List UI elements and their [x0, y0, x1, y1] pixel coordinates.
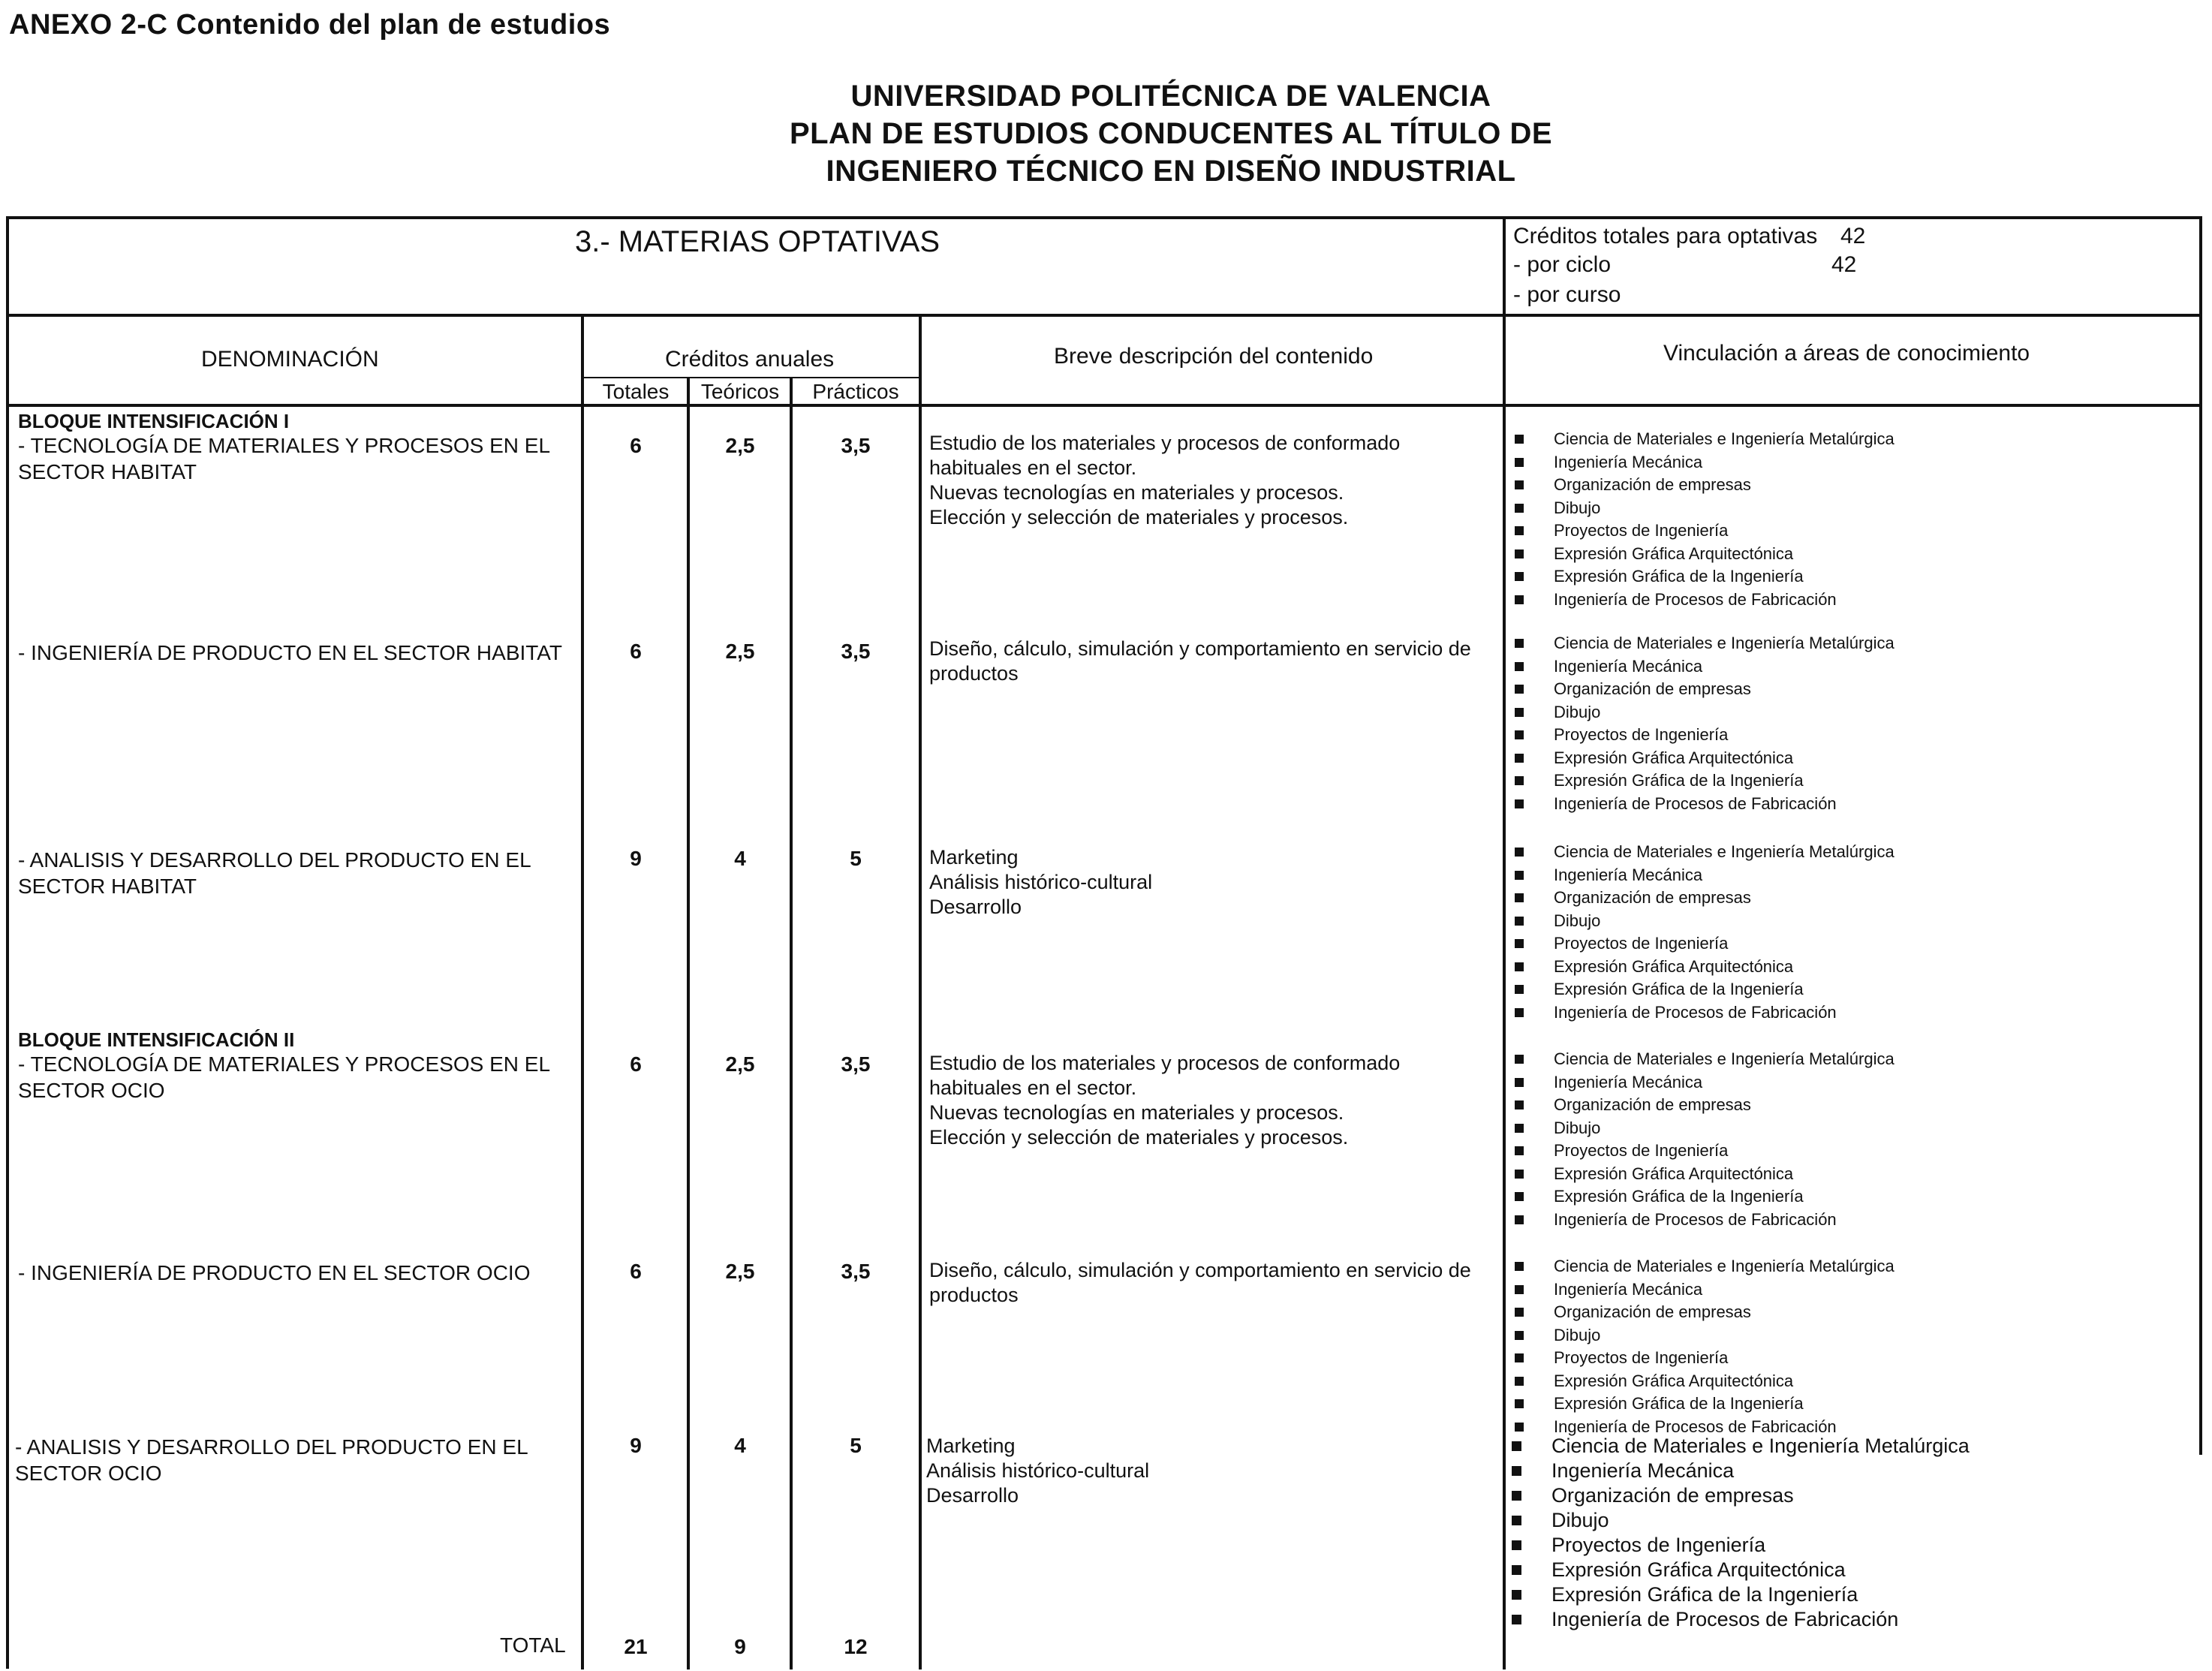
credits-teoricos: 2,5 [725, 1052, 755, 1076]
header-vinculacion: Vinculación a áreas de conocimiento [1663, 341, 2030, 366]
area-name: Proyectos de Ingeniería [1554, 1141, 1729, 1160]
list-item [1515, 701, 1894, 724]
subheader-border [584, 377, 920, 378]
header-top-border [6, 314, 2202, 317]
square-bullet-icon [1515, 662, 1524, 671]
area-name: Proyectos de Ingeniería [1551, 1534, 1766, 1556]
square-bullet-icon [1515, 893, 1524, 902]
description-line: Marketing [926, 1435, 1016, 1457]
optativas-title: 3.- MATERIAS OPTATIVAS [575, 225, 940, 258]
knowledge-areas [1515, 632, 1894, 815]
description-line: Nuevas tecnologías en materiales y procesos. [929, 481, 1344, 504]
knowledge-areas [1515, 1048, 1894, 1231]
total-totales: 21 [624, 1635, 648, 1658]
description-line: Elección y selección de materiales y procesos. [929, 506, 1349, 528]
credits-teoricos: 2,5 [725, 434, 755, 457]
area-name: Expresión Gráfica de la Ingeniería [1554, 980, 1804, 998]
area-name: Ingeniería Mecánica [1554, 865, 1703, 884]
area-name: Expresión Gráfica Arquitectónica [1554, 1164, 1794, 1183]
col-practicos-divider [919, 314, 922, 1669]
description-line: Desarrollo [926, 1484, 1019, 1507]
square-bullet-icon [1515, 917, 1524, 926]
list-item [1515, 474, 1894, 497]
knowledge-areas [1515, 428, 1894, 611]
square-bullet-icon [1515, 776, 1524, 785]
square-bullet-icon [1512, 1540, 1521, 1550]
area-name: Proyectos de Ingeniería [1554, 934, 1729, 953]
area-name: Ciencia de Materiales e Ingeniería Metalúrgica [1554, 1257, 1894, 1275]
square-bullet-icon [1515, 730, 1524, 739]
description-line: Estudio de los materiales y procesos de conformado [929, 1052, 1401, 1074]
list-item [1512, 1434, 1970, 1459]
description-line: Nuevas tecnologías en materiales y procesos. [929, 1101, 1344, 1124]
square-bullet-icon [1515, 1008, 1524, 1017]
subject-name: - INGENIERÍA DE PRODUCTO EN EL SECTOR OCIO [18, 1261, 531, 1284]
description-line: Marketing [929, 846, 1019, 869]
header-bottom-border [6, 404, 2202, 407]
area-name: Dibujo [1554, 498, 1601, 517]
square-bullet-icon [1512, 1615, 1521, 1624]
content-description [929, 431, 1485, 530]
list-item [1515, 428, 1894, 451]
list-item [1515, 956, 1894, 979]
square-bullet-icon [1515, 504, 1524, 513]
por-ciclo-value: 42 [1831, 252, 1857, 277]
list-item [1515, 589, 1894, 612]
square-bullet-icon [1512, 1565, 1521, 1575]
credits-practicos: 3,5 [841, 434, 871, 457]
header-practicos: Prácticos [812, 380, 899, 403]
knowledge-areas [1515, 1255, 1894, 1438]
square-bullet-icon [1515, 754, 1524, 763]
header-denominacion: DENOMINACIÓN [201, 347, 379, 372]
area-name: Proyectos de Ingeniería [1554, 521, 1729, 540]
square-bullet-icon [1515, 595, 1524, 604]
list-item [1515, 1392, 1894, 1416]
area-name: Organización de empresas [1554, 679, 1751, 698]
area-name: Expresión Gráfica de la Ingeniería [1551, 1583, 1858, 1606]
area-name: Ingeniería de Procesos de Fabricación [1554, 1209, 1837, 1229]
list-item [1515, 1048, 1894, 1071]
por-ciclo-label: - por ciclo [1513, 252, 1612, 277]
square-bullet-icon [1515, 1192, 1524, 1201]
area-name: Proyectos de Ingeniería [1554, 725, 1729, 744]
description-line: Análisis histórico-cultural [926, 1459, 1150, 1482]
list-item [1515, 841, 1894, 864]
list-item [1515, 1094, 1894, 1117]
square-bullet-icon [1515, 1170, 1524, 1179]
col-totales-divider [687, 377, 690, 1669]
subject-name: - INGENIERÍA DE PRODUCTO EN EL SECTOR HABITAT [18, 641, 563, 664]
list-item [1515, 1185, 1894, 1209]
credits-practicos: 3,5 [841, 640, 871, 663]
list-item [1515, 1370, 1894, 1393]
total-teoricos: 9 [734, 1635, 746, 1658]
area-name: Dibujo [1554, 702, 1601, 721]
area-name: Ingeniería Mecánica [1554, 656, 1703, 676]
square-bullet-icon [1515, 549, 1524, 559]
list-item [1515, 769, 1894, 793]
list-item [1515, 565, 1894, 589]
subject-name: - TECNOLOGÍA DE MATERIALES Y PROCESOS EN EL SECTOR HABITAT [18, 434, 549, 483]
knowledge-areas [1512, 1434, 1970, 1632]
square-bullet-icon [1512, 1516, 1521, 1525]
list-item [1512, 1582, 1970, 1607]
description-line: Análisis histórico-cultural [929, 871, 1153, 893]
square-bullet-icon [1515, 1399, 1524, 1408]
block-heading-2: BLOQUE INTENSIFICACIÓN II [18, 1028, 295, 1051]
square-bullet-icon [1512, 1590, 1521, 1600]
list-item [1515, 747, 1894, 770]
area-name: Ciencia de Materiales e Ingeniería Metalúrgica [1554, 429, 1894, 448]
por-curso-label: - por curso [1513, 282, 1621, 307]
list-item [1515, 978, 1894, 1001]
list-item [1515, 451, 1894, 474]
square-bullet-icon [1515, 708, 1524, 717]
area-name: Ingeniería de Procesos de Fabricación [1551, 1608, 1899, 1630]
area-name: Expresión Gráfica Arquitectónica [1554, 956, 1794, 976]
list-item [1512, 1459, 1970, 1483]
col-denominacion-divider [581, 314, 584, 1669]
header-teoricos: Teóricos [700, 380, 780, 403]
square-bullet-icon [1512, 1441, 1521, 1451]
list-item [1515, 1324, 1894, 1347]
credits-totales: 9 [630, 847, 642, 870]
area-name: Organización de empresas [1554, 1302, 1751, 1321]
square-bullet-icon [1515, 1078, 1524, 1087]
list-item [1515, 1163, 1894, 1186]
subject-name: - ANALISIS Y DESARROLLO DEL PRODUCTO EN EL SECTOR OCIO [15, 1435, 528, 1485]
creditos-totales-value: 42 [1840, 224, 1866, 248]
list-item [1515, 543, 1894, 566]
content-description [929, 1051, 1485, 1150]
header-totales: Totales [602, 380, 670, 403]
area-name: Ingeniería de Procesos de Fabricación [1554, 1002, 1837, 1022]
header-creditos-anuales: Créditos anuales [665, 347, 835, 372]
square-bullet-icon [1515, 1377, 1524, 1386]
square-bullet-icon [1515, 871, 1524, 880]
square-bullet-icon [1515, 1423, 1524, 1432]
area-name: Ingeniería de Procesos de Fabricación [1554, 589, 1837, 609]
square-bullet-icon [1515, 985, 1524, 994]
list-item [1515, 932, 1894, 956]
content-description [929, 637, 1485, 686]
area-name: Organización de empresas [1551, 1484, 1794, 1507]
credits-totales: 6 [630, 1052, 642, 1076]
list-item [1515, 1001, 1894, 1025]
list-item [1515, 632, 1894, 655]
description-line: habituales en el sector. [929, 456, 1137, 479]
credits-totales: 9 [630, 1434, 642, 1457]
area-name: Expresión Gráfica de la Ingeniería [1554, 1187, 1804, 1206]
square-bullet-icon [1515, 1262, 1524, 1271]
square-bullet-icon [1515, 1215, 1524, 1224]
knowledge-areas [1515, 841, 1894, 1024]
area-name: Expresión Gráfica de la Ingeniería [1554, 771, 1804, 790]
square-bullet-icon [1515, 1124, 1524, 1133]
area-name: Ingeniería Mecánica [1551, 1459, 1735, 1482]
description-line: Elección y selección de materiales y procesos. [929, 1126, 1349, 1149]
area-name: Dibujo [1554, 911, 1601, 930]
square-bullet-icon [1515, 458, 1524, 467]
credits-practicos: 3,5 [841, 1260, 871, 1283]
list-item [1515, 519, 1894, 543]
square-bullet-icon [1515, 1331, 1524, 1340]
description-line: Desarrollo [929, 896, 1022, 918]
col-descripcion-divider [1503, 314, 1506, 1669]
square-bullet-icon [1515, 1285, 1524, 1294]
list-item [1512, 1607, 1970, 1632]
square-bullet-icon [1515, 685, 1524, 694]
square-bullet-icon [1515, 1055, 1524, 1064]
area-name: Ingeniería de Procesos de Fabricación [1554, 793, 1837, 813]
credits-teoricos: 2,5 [725, 1260, 755, 1283]
area-name: Expresión Gráfica Arquitectónica [1554, 1371, 1794, 1390]
square-bullet-icon [1515, 1308, 1524, 1317]
list-item [1512, 1483, 1970, 1508]
credits-teoricos: 2,5 [725, 640, 755, 663]
area-name: Organización de empresas [1554, 888, 1751, 907]
area-name: Expresión Gráfica Arquitectónica [1554, 543, 1794, 563]
square-bullet-icon [1515, 1100, 1524, 1109]
area-name: Ciencia de Materiales e Ingeniería Metalúrgica [1554, 1049, 1894, 1068]
header-descripcion: Breve descripción del contenido [1054, 344, 1374, 369]
list-item [1515, 1255, 1894, 1278]
area-name: Ingeniería Mecánica [1554, 1072, 1703, 1091]
area-name: Ingeniería Mecánica [1554, 1279, 1703, 1299]
table-left-border [6, 216, 9, 1669]
list-item [1515, 497, 1894, 520]
description-line: Diseño, cálculo, simulación y comportamiento en servicio de productos [929, 1259, 1471, 1306]
content-description [926, 1434, 1482, 1508]
square-bullet-icon [1515, 480, 1524, 489]
credits-teoricos: 4 [734, 1434, 746, 1457]
credits-practicos: 3,5 [841, 1052, 871, 1076]
creditos-totales-label: Créditos totales para optativas [1513, 224, 1818, 248]
area-name: Dibujo [1551, 1509, 1609, 1531]
area-name: Expresión Gráfica de la Ingeniería [1554, 567, 1804, 586]
subject-name: - ANALISIS Y DESARROLLO DEL PRODUCTO EN EL SECTOR HABITAT [18, 848, 531, 898]
square-bullet-icon [1515, 1353, 1524, 1362]
credits-practicos: 5 [850, 847, 862, 870]
credits-practicos: 5 [850, 1434, 862, 1457]
area-name: Ciencia de Materiales e Ingeniería Metalúrgica [1554, 634, 1894, 652]
description-line: Estudio de los materiales y procesos de conformado [929, 432, 1401, 454]
area-name: Ingeniería Mecánica [1554, 452, 1703, 471]
content-description [929, 1258, 1485, 1308]
list-item [1512, 1558, 1970, 1582]
square-bullet-icon [1515, 435, 1524, 444]
plan-title: PLAN DE ESTUDIOS CONDUCENTES AL TÍTULO DE [789, 117, 1553, 150]
description-line: Diseño, cálculo, simulación y comportamiento en servicio de productos [929, 637, 1471, 685]
subject-name: - TECNOLOGÍA DE MATERIALES Y PROCESOS EN EL SECTOR OCIO [18, 1052, 549, 1102]
list-item [1515, 864, 1894, 887]
area-name: Ciencia de Materiales e Ingeniería Metalúrgica [1551, 1435, 1970, 1457]
list-item [1515, 1071, 1894, 1094]
list-item [1515, 1278, 1894, 1302]
area-name: Ciencia de Materiales e Ingeniería Metalúrgica [1554, 842, 1894, 861]
square-bullet-icon [1515, 526, 1524, 535]
total-label: TOTAL [500, 1633, 566, 1657]
list-item [1515, 1117, 1894, 1140]
area-name: Dibujo [1554, 1118, 1601, 1137]
list-item [1515, 1347, 1894, 1370]
area-name: Proyectos de Ingeniería [1554, 1348, 1729, 1367]
annex-title: ANEXO 2-C Contenido del plan de estudios [9, 9, 611, 41]
list-item [1515, 1140, 1894, 1163]
square-bullet-icon [1515, 962, 1524, 971]
table-top-border [6, 216, 2202, 219]
area-name: Expresión Gráfica Arquitectónica [1551, 1558, 1846, 1581]
list-item [1512, 1533, 1970, 1558]
list-item [1515, 1209, 1894, 1232]
list-item [1515, 887, 1894, 910]
list-item [1515, 793, 1894, 816]
square-bullet-icon [1515, 848, 1524, 857]
credits-totales: 6 [630, 640, 642, 663]
square-bullet-icon [1515, 572, 1524, 581]
list-item [1515, 724, 1894, 747]
area-name: Organización de empresas [1554, 475, 1751, 494]
list-item [1515, 678, 1894, 701]
description-line: habituales en el sector. [929, 1076, 1137, 1099]
table-right-border [2199, 216, 2202, 1455]
degree-title: INGENIERO TÉCNICO EN DISEÑO INDUSTRIAL [826, 155, 1516, 188]
credits-totales: 6 [630, 1260, 642, 1283]
total-practicos: 12 [844, 1635, 868, 1658]
area-name: Expresión Gráfica Arquitectónica [1554, 748, 1794, 767]
col-teoricos-divider [790, 377, 793, 1669]
area-name: Expresión Gráfica de la Ingeniería [1554, 1394, 1804, 1413]
university-title: UNIVERSIDAD POLITÉCNICA DE VALENCIA [850, 80, 1491, 113]
credits-totales: 6 [630, 434, 642, 457]
list-item [1515, 655, 1894, 679]
square-bullet-icon [1512, 1491, 1521, 1501]
area-name: Organización de empresas [1554, 1095, 1751, 1114]
list-item [1515, 910, 1894, 933]
square-bullet-icon [1515, 939, 1524, 948]
area-name: Dibujo [1554, 1325, 1601, 1344]
square-bullet-icon [1515, 1146, 1524, 1155]
credits-teoricos: 4 [734, 847, 746, 870]
square-bullet-icon [1515, 639, 1524, 648]
list-item [1512, 1508, 1970, 1533]
content-description [929, 845, 1485, 920]
list-item [1515, 1301, 1894, 1324]
square-bullet-icon [1512, 1466, 1521, 1476]
area-name: Ingeniería de Procesos de Fabricación [1554, 1417, 1837, 1436]
block-heading-1: BLOQUE INTENSIFICACIÓN I [18, 410, 290, 432]
square-bullet-icon [1515, 799, 1524, 808]
